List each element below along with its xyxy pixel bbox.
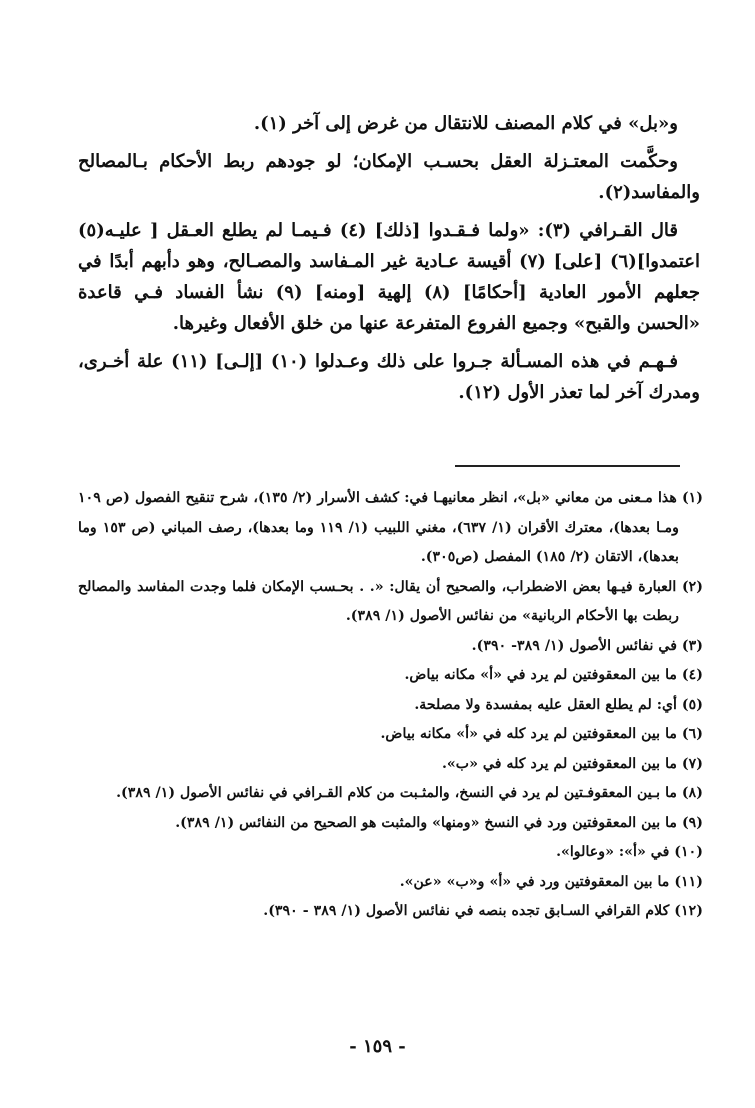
footnote-3: (٣) في نفائس الأصول (١/ ٣٨٩- ٣٩٠). (471, 637, 703, 654)
main-paragraph-2: وحكَّمت المعتـزلة العقل بحسـب الإمكان؛ لو جودهم ربط الأحكام بـالمصالح والمفاسد(٢). (78, 151, 700, 203)
footnote-1: (١) هذا مـعنى من معاني «بل»، انظر معانيهـا في: كشف الأسرار (٢/ ١٣٥)، شرح تنقيح الفصول (ص ١٠٩ ومـا بعدها)، معترك الأقران (١/ ٦٣٧)، مغني اللبيب (١/ ١١٩ وما بعدها)، رصف المباني (ص ١٥٣ وما بعدها)، الاتقان (٢/ ١٨٥) المفصل (ص٣٠٥). (78, 490, 703, 565)
main-paragraph-4: فـهـم في هذه المسـألة جـروا على ذلك وعـدلوا (١٠) [إلـى] (١١) علة أخـرى، ومدرك آخر لما تعذر الأول (١٢). (78, 351, 700, 403)
footnote-divider (455, 465, 680, 467)
main-text-body (78, 108, 700, 415)
footnote-6: (٦) ما بين المعقوفتين لم يرد كله في «أ» مكانه بياض. (380, 726, 703, 742)
main-paragraph-1: و«بل» في كلام المصنف للانتقال من غرض إلى آخر (١). (253, 113, 678, 134)
footnote-12: (١٢) كلام القرافي السـابق تجده بنصه في نفائس الأصول (١/ ٣٨٩ - ٣٩٠). (263, 903, 703, 919)
footnote-9: (٩) ما بين المعقوفتين ورد في النسخ «ومنها» والمثبت هو الصحيح من النفائس (١/ ٣٨٩). (175, 814, 703, 831)
footnotes-section (78, 484, 703, 927)
footnote-7: (٧) ما بين المعقوفتين لم يرد كله في «ب». (441, 755, 703, 772)
footnote-4: (٤) ما بين المعقوفتين لم يرد في «أ» مكانه بياض. (404, 667, 703, 683)
page-number: - ١٥٩ - (349, 1036, 406, 1057)
footnote-10: (١٠) في «أ»: «وعالوا». (556, 844, 703, 860)
footnote-8: (٨) ما بـين المعقوفـتين لم يرد في النسخ، والمثـبت من كلام القـرافي في نفائس الأصول (١/ ٣٨٩). (116, 785, 703, 801)
footnote-5: (٥) أي: لم يطلع العقل عليه بمفسدة ولا مصلحة. (414, 696, 703, 713)
main-paragraph-3: قال القـرافي (٣): «ولما فـقـدوا [ذلك] (٤) فـيمـا لم يطلع العـقل [ عليـه(٥) اعتمدوا](٦) [على] (٧) أقيسة عـادية غير المـفاسد والمصـالح، وهو دأبهم أبدًا في جعلهم الأمور العادية [أحكامًا] (٨) إلهية [ومنه] (٩) نشأ الفساد فـي قاعدة «الحسن والقبح» وجميع الفروع المتفرعة عنها من خلق الأفعال وغيرها. (78, 220, 700, 334)
footnote-2: (٢) العبارة فيـها بعض الاضطراب، والصحيح أن يقال: «. . بحـسب الإمكان فلما وجدت المفاسد والمصالح ربطت بها الأحكام الربانية» من نفائس الأصول (١/ ٣٨٩). (78, 578, 703, 624)
footnote-11: (١١) ما بين المعقوفتين ورد في «أ» و«ب» «عن». (399, 873, 703, 890)
